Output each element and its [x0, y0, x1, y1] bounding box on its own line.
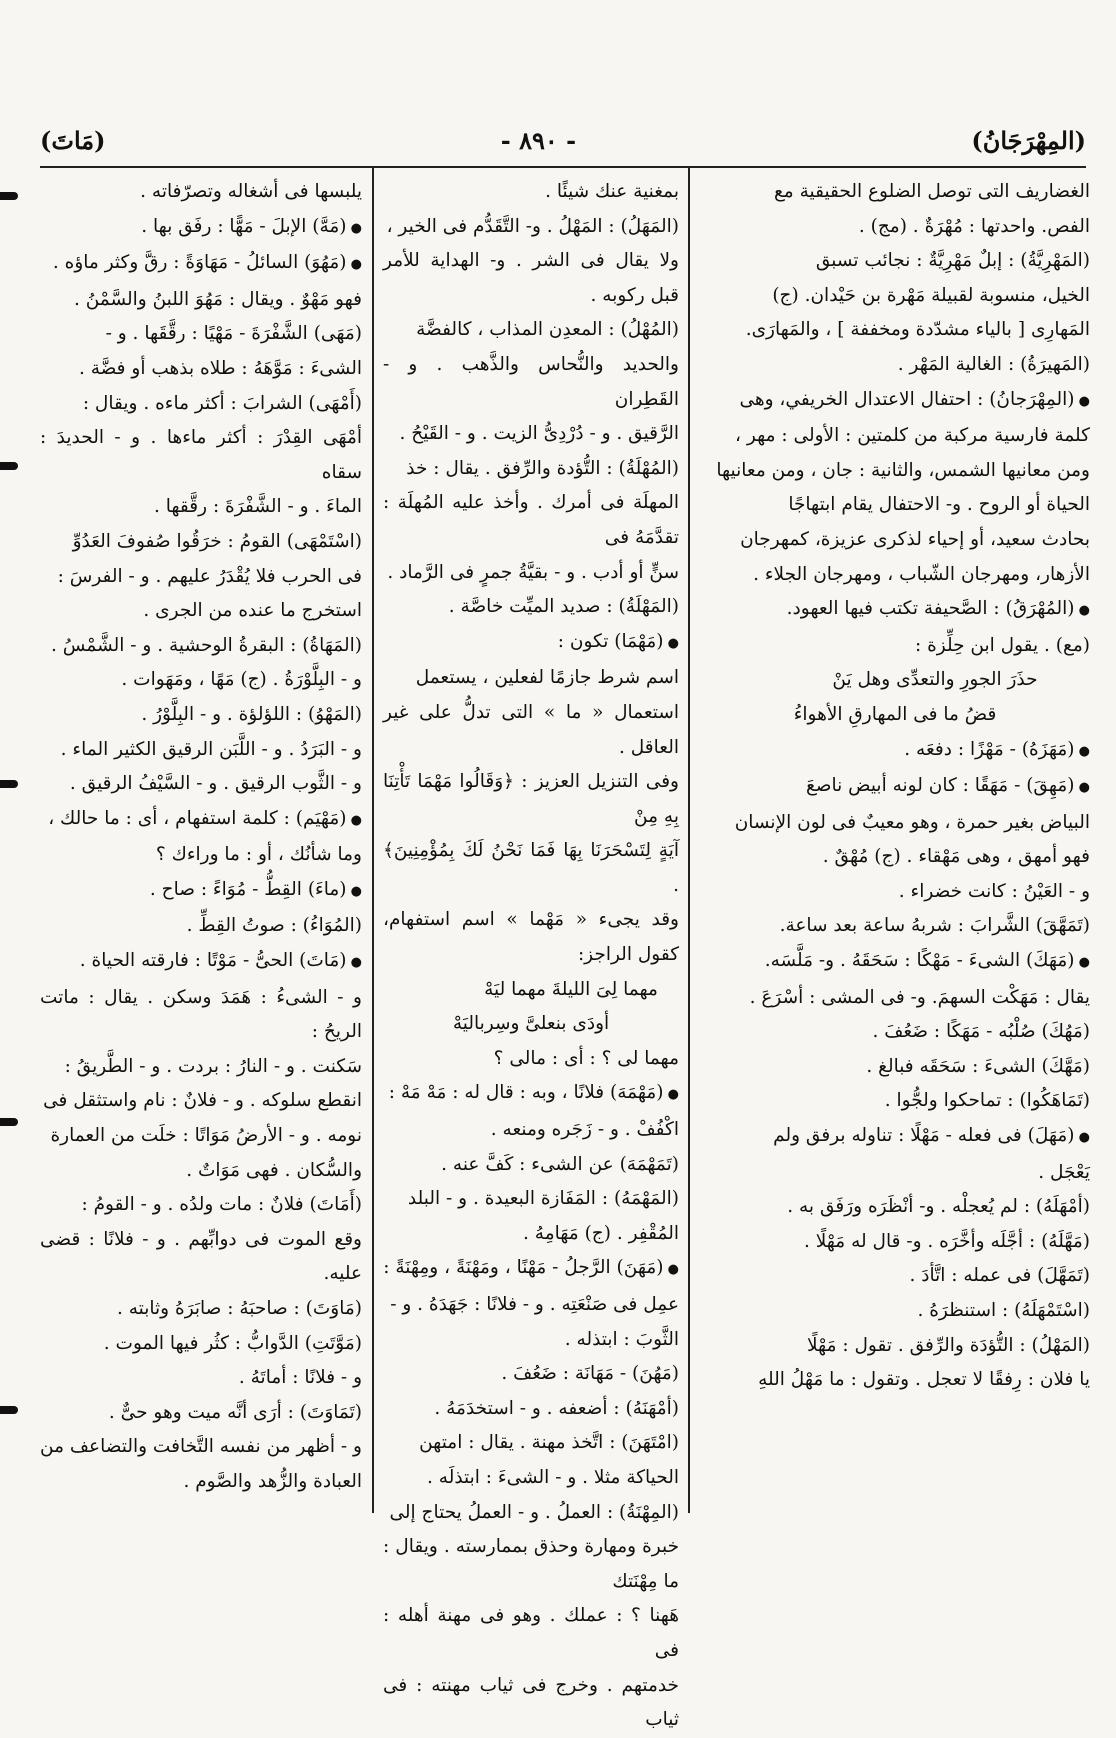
entry-line: فهو مَهْوٌ . ويقال : مَهُوَ اللبنُ والسَّمْنُ . [73, 288, 362, 310]
entry-line: ● (مَهَلَ) فى فعله - مَهْلًا : تناوله برفق ولم [700, 1119, 1090, 1156]
entry-line: و - الشىءُ : هَمَدَ وسكن . يقال : ماتت الريحُ : [40, 986, 362, 1043]
entry-line: يلبسها فى أشغاله وتصرّفاته . [140, 181, 362, 202]
entry-line: المهلَة فى أمرك . وأخذ عليه المُهلَة : تقدَّمَهُ فى [383, 492, 679, 548]
entry-line: (أَمَاتَ) فلانٌ : مات ولدُه . و - القومُ : [81, 1194, 362, 1216]
entry-line: ولا يقال فى الشر . و- الهداية للأمر قبل ركوبه . [383, 250, 679, 306]
entry-line: آيَةٍ لِتَسْحَرَنَا بِهَا فَمَا نَحْنُ لَكَ بِمُؤْمِنِينَ﴾ . [383, 840, 679, 896]
entry-line: (تَمَاوَتَ) : أرَى أنَّه ميت وهو حىٌّ . [108, 1401, 362, 1423]
entry-line: العبادة والزُّهد والصَّوم . [183, 1470, 362, 1492]
entry-line: الحياة أو الروح . و- الاحتفال يقام ابتهاجًا [788, 494, 1090, 516]
entry-line: (المَهْلُ) : التُّؤدَة والرِّفق . تقول : مَهْلًا [807, 1334, 1090, 1356]
margin-mark [0, 192, 18, 200]
entry-line: كلمة فارسية مركبة من كلمتين : الأولى : مهر ، [735, 425, 1090, 447]
entry-line: (المُوَاءُ) : صوتُ القِطِّ . [186, 915, 362, 937]
column-middle [383, 175, 679, 1731]
entry-line: (اسْتَمْهَى) القومُ : خرَقُوا صُفوفَ العَدُوِّ [72, 530, 362, 552]
entry-line: الثَّوبَ : ابتذله . [564, 1328, 679, 1350]
entry-line: اكْفُفْ . و - زَجَره ومنعه . [490, 1119, 679, 1141]
entry-line: (مَهَى) الشَّفْرَةَ - مَهْيًا : رقَّقَها . و - [105, 323, 362, 345]
entry-line: و - البَرَدُ . و - اللَّبَن الرقيق الكثير الماء . [60, 738, 362, 760]
entry-line: استعمال « ما » التى تدلُّ على غير العاقل . [383, 701, 679, 758]
entry-line: سنٍّ أو أدب . و - بقيَّةُ جمرٍ فى الرَّماد . [387, 561, 679, 583]
entry-line: الماءَ . و - الشَّفْرَةَ : رقَّقها . [154, 496, 362, 518]
entry-line: ● (مَهَكَ) الشىءَ - مَهْكًا : سَحَقَهُ . و- مَلَّسَه. [700, 944, 1090, 981]
header-rule [40, 166, 1086, 168]
entry-line: (تَمَهْمَهَ) عن الشىء : كَفَّ عنه . [441, 1153, 679, 1175]
entry-line: مهما لِىَ الليلةَ مهما ليَهْ [484, 978, 658, 1000]
entry-line: (المَهَاةُ) : البقرةُ الوحشية . و - الشَّمْسُ . [51, 634, 362, 656]
entry-line: الأزهار، ومهرجان الشّباب ، ومهرجان الجلاء . [753, 563, 1090, 585]
entry-line: حذَرَ الجورِ والتعدِّى وهل يَنْ [832, 669, 1038, 691]
entry-line: أودَى بنعلىَّ وسِرباليَهْ [452, 1013, 610, 1035]
entry-line: انقطع سلوكه . و - فلانٌ : نام واستثقل فى [43, 1090, 362, 1112]
entry-line: نومه . و - الأرضُ مَوَاتًا : خلَت من العمارة [50, 1125, 362, 1147]
entry-line: هَهنا ؟ : عملك . وهو فى مهنة أهله : فى [383, 1605, 679, 1661]
entry-line: (أمْهَلَهُ) : لم يُعجلْه . و- أنْظَرَه ورَفَق به . [787, 1196, 1090, 1218]
entry-line: (اسْتَمْهَلَهُ) : استنظرَهُ . [917, 1300, 1090, 1321]
entry-line: (المَهْرِيَّةُ) : إبلٌ مَهْرِيَّةٌ : نجائب تسبق [815, 250, 1090, 272]
entry-line: أمْهَى القِدْرَ : أكثر ماءها . و - الحديدَ : سقاه [40, 427, 362, 483]
entry-line: الرَّقيق . و - دُرْدِىُّ الزيت . و - القَيْحُ . [399, 423, 679, 445]
entry-line: (مَاوَتَ) : صاحبَهُ : صابَرَهُ وثابته . [116, 1298, 362, 1319]
entry-line: ومن معانيها الشمس، والثانية : جان ، ومن معانيها [716, 459, 1090, 481]
entry-line: استخرج ما عنده من الجرى . [143, 600, 362, 622]
entry-line: و - أظهر من نفسه التَّخافت والتضاعف من [40, 1436, 362, 1458]
entry-line: الشىءَ : مَوَّهَهُ : طلاه بذهب أو فضَّة . [78, 357, 362, 379]
entry-line: عمِل فى صَنْعَتِه . و - فلانًا : جَهَدَهُ . و - [390, 1294, 679, 1315]
entry-line: (مَهَّلَهُ) : أجَّلَه وأخَّرَه . و- قال له مَهْلًا . [803, 1230, 1090, 1252]
entry-line: و - البِلَّوْرَةُ . (ج) مَهًا ، ومَهَوات . [121, 669, 362, 691]
entry-line: والحديد والنُّحاس والذَّهب . و - القَطِران [383, 353, 679, 410]
entry-line: وقع الموت فى دوابِّهم . و - فلانًا : قضى عليه. [40, 1228, 362, 1285]
margin-mark [0, 462, 18, 470]
entry-line: يا فلان : رِفقًا لا تعجل . وتقول : ما مَهْلُ اللهِ [758, 1369, 1090, 1391]
entry-line: بحادث سعيد، أو إحياء لذكرى عزيزة، كمهرجان [740, 528, 1090, 550]
entry-line: (مَهُنَ) - مَهَانَة : ضَعُفَ . [501, 1363, 679, 1385]
page-number: - ٨٩٠ - [500, 125, 577, 155]
entry-line: ● (مَهْمَهَ) فلانًا ، وبه : قال له : مَهْ مَهْ : [383, 1076, 679, 1113]
entry-line: و - الثَّوب الرقيق . و - السَّيْفُ الرقيق . [69, 773, 362, 795]
entry-line: (امْتَهَنَ) : اتَّخذ مهنة . يقال : امتهن [419, 1432, 679, 1454]
entry-line: (المَهْوُ) : اللؤلؤة . و - البِلَّوْرُ . [141, 703, 362, 725]
entry-line: الحياكة مثلا . و - الشىءَ : ابتذلَه . [427, 1466, 679, 1488]
margin-mark [0, 1406, 18, 1414]
entry-line: (المَهْلَةُ) : صديد الميِّت خاصَّة . [448, 596, 679, 618]
entry-line: بمغنية عنك شيئًا . [545, 181, 679, 202]
entry-line: (المَهْمَهُ) : المَفَازة البعيدة . و - البلد [407, 1188, 679, 1210]
entry-line: مهما لى ؟ : أى : مالى ؟ [493, 1047, 679, 1069]
entry-line: المُقْفِر . (ج) مَهَامِهُ . [523, 1222, 679, 1244]
entry-line: سَكنت . و - النارُ : بردت . و - الطَّريقُ : [64, 1055, 362, 1077]
entry-line: ● (ماءَ) القِطُّ - مُوَاءً : صاح . [40, 873, 362, 910]
entry-line: (تَمَاهَكُوا) : تماحكوا ولجُّوا . [884, 1090, 1090, 1112]
entry-line: ● (مَهَّ) الإبلَ - مَهًّا : رفَق بها . [40, 210, 362, 247]
entry-line: يَعْجَل . [1038, 1161, 1090, 1183]
page-header [40, 118, 1086, 162]
entry-line: و - فلانًا : أماتَهُ . [238, 1367, 362, 1389]
entry-line: خبرة ومهارة وحذق بممارسته . ويقال : ما مِهْنَتك [383, 1536, 679, 1592]
entry-line: البياض بغير حمرة ، وهو معيبٌ فى لون الإنسان [734, 811, 1090, 833]
entry-line: قضُ ما فى المهارقِ الأهواءُ [793, 703, 997, 725]
entry-line: (تَمَهَّقَ) الشَّرابَ : شربهُ ساعة بعد ساعة. [779, 915, 1090, 937]
entry-line: المَهارِى [ بالياء مشدّدة ومخففة ] ، والمَهارَى. [745, 319, 1090, 341]
entry-line: (أمْهَنَهُ) : أضعفه . و - استخدَمَهُ . [434, 1397, 679, 1419]
entry-line: ● (مَهِقَ) - مَهَقًا : كان لونه أبيض ناصعَ [700, 769, 1090, 806]
entry-line: اسم شرط جازمًا لفعلين ، يستعمل [415, 667, 679, 689]
entry-line: (المَهيرَةُ) : الغالية المَهْر . [897, 353, 1090, 375]
entry-line: ● (مَاتَ) الحىُّ - مَوْتًا : فارقته الحياة . [40, 944, 362, 981]
entry-line: (تَمَهَّلَ) فى عمله : اتَّأدَ . [909, 1265, 1090, 1287]
entry-line: ● (مَهْمَا) تكون : [383, 625, 679, 662]
column-left [40, 175, 362, 1535]
entry-line: و - العَيْنُ : كانت خضراء . [898, 880, 1090, 902]
column-divider-right [688, 168, 690, 1513]
entry-line: وما شأنُك ، أو : ما وراءك ؟ [155, 844, 362, 866]
entry-line: ● (مَهَنَ) الرَّجلُ - مَهْنًا ، ومَهْنَةً ، ومِهْنَةً : [383, 1251, 679, 1288]
entry-line: (المِهْنَةُ) : العملُ . و - العملُ يحتاج إلى [389, 1501, 679, 1523]
header-entry-right: (المِهْرَجَانُ) [971, 125, 1086, 155]
entry-line: ● (المُهْرَقُ) : الصَّحيفة تكتب فيها العهود. [700, 592, 1090, 629]
entry-line: الفص. واحدتها : مُهْرَةٌ . (مج) . [858, 215, 1090, 237]
entry-line: والسُّكان . فهى مَوَاتٌ . [186, 1159, 362, 1181]
entry-line: ● (مَهُوَ) السائلُ - مَهَاوَةً : رقَّ وكثر ماؤه . [40, 246, 362, 283]
margin-mark [0, 1118, 18, 1126]
column-right [700, 175, 1090, 1535]
entry-line: خدمتهم . وخرج فى ثياب مهنته : فى ثياب [383, 1674, 679, 1731]
entry-line: الغضاريف التى توصل الضلوع الحقيقية مع [773, 181, 1090, 202]
entry-line: (مَهَّكَ) الشىءَ : سَحَقَه فبالغ . [866, 1055, 1090, 1077]
column-divider-left [372, 168, 374, 1513]
entry-line: يقال : مَهَكْت السهمَ. و- فى المشى : أسْرَعَ . [749, 986, 1090, 1008]
entry-line: الخيل، منسوبة لقبيلة مَهْرة بن حَيْدان. (ج) [772, 284, 1090, 306]
entry-line: (مع) . يقول ابن حِلِّزة : [914, 634, 1090, 656]
entry-line: (المَهَلُ) : المَهْلُ . و- التَّقَدُّم فى الخير ، [386, 215, 679, 237]
entry-line: ● (مَهَزَهُ) - مَهْزًا : دفعَه . [700, 733, 1090, 770]
entry-line: (أَمْهَى) الشرابَ : أكثر ماءه . ويقال : [82, 392, 362, 414]
entry-line: (المُهْلَةُ) : التُّؤدة والرِّفق . يقال : خذ [406, 457, 679, 479]
entry-line: وفى التنزيل العزيز : ﴿وَقَالُوا مَهْمَا تَأْتِنَا بِهِ مِنْ [383, 771, 679, 827]
header-entry-left: (مَاتَ) [40, 125, 106, 155]
entry-line: فهو أمهق ، وهى مَهْقاء . (ج) مُهْقٌ . [822, 846, 1090, 868]
margin-mark [0, 780, 18, 788]
entry-line: فى الحرب فلا يُقْدَرُ عليهم . و - الفرسَ : [57, 565, 362, 587]
entry-line: ● (المِهْرَجانُ) : احتفال الاعتدال الخريفي، وهى [700, 383, 1090, 420]
entry-line: ● (مَهْيَم) : كلمة استفهام ، أى : ما حالك ، [40, 802, 362, 839]
entry-line: (مَوَّتَتِ) الدَّوابُّ : كثُر فيها الموت . [103, 1332, 362, 1354]
entry-line: (مَهُكَ) صُلْبُه - مَهَكًا : ضَعُفَ . [872, 1021, 1090, 1043]
entry-line: وقد يجىء « مَهْما » اسم استفهام، كقول الراجز: [383, 909, 679, 966]
entry-line: (المُهْلُ) : المعدِن المذاب ، كالفضَّة [416, 319, 679, 341]
